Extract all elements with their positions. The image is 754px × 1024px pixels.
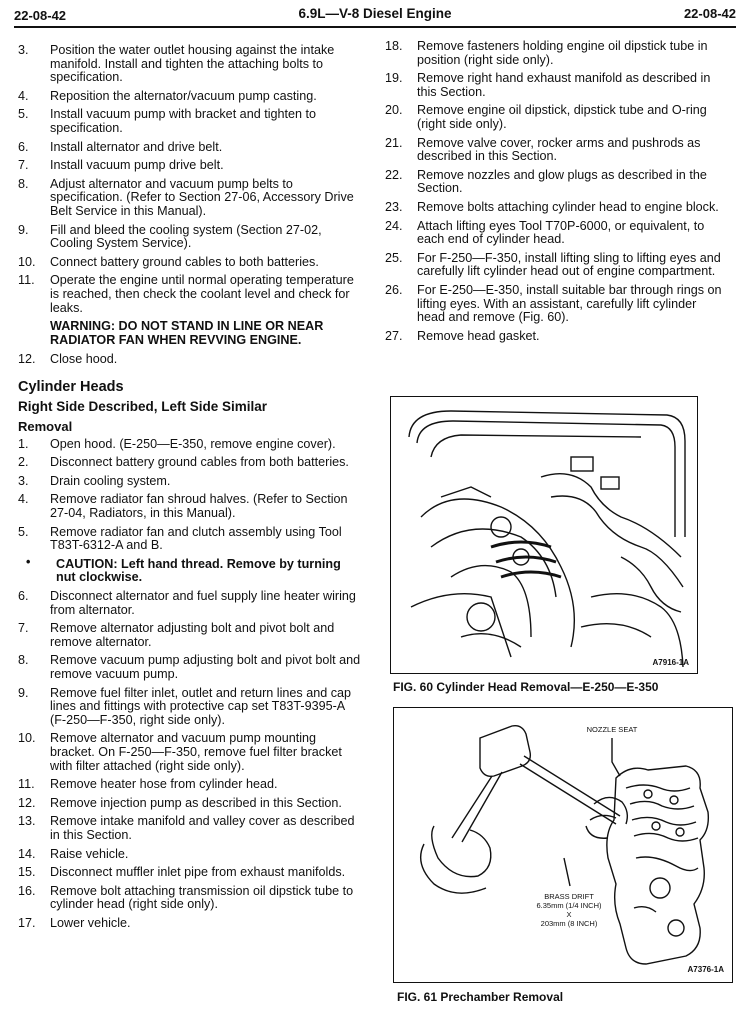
step-number: 12. bbox=[18, 352, 36, 367]
step-4 bbox=[18, 90, 363, 104]
step-text: Remove alternator and vacuum pump mounting bracket. On F-250—F-350, remove fuel filter bracket with filter attached (right side only). bbox=[50, 731, 342, 773]
step-number: 16. bbox=[18, 883, 36, 898]
step-11 bbox=[18, 274, 363, 315]
removal-step-1 bbox=[18, 438, 363, 452]
figure-61-code: A7376-1A bbox=[687, 965, 724, 974]
brass-drift-label-line4: 203mm (8 INCH) bbox=[540, 919, 598, 928]
page-header bbox=[14, 6, 736, 28]
caution-note bbox=[18, 554, 363, 585]
step-text: Remove right hand exhaust manifold as described in this Section. bbox=[417, 71, 711, 99]
step-text: Install vacuum pump drive belt. bbox=[50, 158, 224, 173]
step-number: 4. bbox=[18, 88, 29, 103]
header-page-number-left: 22-08-42 bbox=[14, 8, 67, 23]
step-text: For E-250—E-350, install suitable bar through rings on lifting eyes. With an assistant, carefully lift cylinder head and remove (Fig. 60). bbox=[417, 282, 722, 325]
step-text: Raise vehicle. bbox=[50, 846, 129, 861]
figure-60-illustration bbox=[390, 396, 698, 674]
step-number: 7. bbox=[18, 158, 29, 173]
removal-step-17 bbox=[18, 917, 363, 931]
step-text: Install vacuum pump with bracket and tighten to specification. bbox=[50, 107, 317, 135]
step-text: Operate the engine until normal operating temperature is reached, then check the coolant level and check for leaks. bbox=[50, 273, 354, 315]
removal-step-22 bbox=[385, 169, 725, 196]
step-text: Remove intake manifold and valley cover as described in this Section. bbox=[50, 814, 355, 842]
warning-note: WARNING: DO NOT STAND IN LINE OR NEAR RADIATOR FAN WHEN REVVING ENGINE. bbox=[50, 319, 324, 347]
removal-step-3 bbox=[18, 475, 363, 489]
step-text: Remove bolt attaching transmission oil dipstick tube to cylinder head (right side only). bbox=[50, 883, 354, 912]
removal-step-16 bbox=[18, 885, 363, 912]
step-text: Remove fuel filter inlet, outlet and return lines and cap lines and fittings with protective cap set T83T-9395-A (F-250—F-350, right side only). bbox=[50, 685, 352, 727]
step-9 bbox=[18, 224, 363, 251]
removal-title: Removal bbox=[18, 419, 73, 435]
removal-step-9 bbox=[18, 687, 363, 728]
step-number: 2. bbox=[18, 455, 29, 470]
removal-step-20 bbox=[385, 104, 725, 131]
step-text: Remove nozzles and glow plugs as described in the Section. bbox=[417, 167, 707, 196]
step-text: Disconnect battery ground cables from both batteries. bbox=[50, 455, 349, 470]
caution-text: CAUTION: Left hand thread. Remove by turning nut clockwise. bbox=[56, 556, 341, 585]
step-number: 17. bbox=[18, 915, 36, 930]
step-number: 8. bbox=[18, 653, 29, 668]
installation-steps bbox=[18, 44, 363, 315]
step-7 bbox=[18, 159, 363, 173]
removal-step-23 bbox=[385, 201, 725, 215]
step-number: 11. bbox=[18, 777, 35, 792]
removal-step-7 bbox=[18, 622, 363, 649]
step-text: Fill and bleed the cooling system (Section 27-02, Cooling System Service). bbox=[50, 222, 322, 251]
step-6 bbox=[18, 141, 363, 155]
step-number: 13. bbox=[18, 814, 36, 829]
removal-step-27 bbox=[385, 330, 725, 344]
step-number: 3. bbox=[18, 43, 29, 57]
step-number: 7. bbox=[18, 621, 29, 636]
removal-step-12 bbox=[18, 797, 363, 811]
section-title: Cylinder Heads bbox=[18, 378, 124, 395]
subsection-title: Right Side Described, Left Side Similar bbox=[18, 399, 268, 415]
step-number: 15. bbox=[18, 865, 36, 880]
step-text: Reposition the alternator/vacuum pump casting. bbox=[50, 88, 317, 103]
step-number: 10. bbox=[18, 731, 36, 746]
removal-step-25 bbox=[385, 252, 725, 279]
step-number: 18. bbox=[385, 39, 403, 53]
step-text: Open hood. (E-250—E-350, remove engine cover). bbox=[50, 436, 336, 451]
left-column bbox=[18, 44, 363, 935]
removal-step-6 bbox=[18, 590, 363, 617]
step-text: Remove injection pump as described in this Section. bbox=[50, 795, 342, 810]
step-text: Disconnect alternator and fuel supply line heater wiring from alternator. bbox=[50, 589, 356, 617]
step-5 bbox=[18, 108, 363, 135]
brass-drift-label-line3: X bbox=[566, 910, 572, 919]
removal-steps bbox=[18, 438, 363, 931]
figure-61-illustration bbox=[393, 707, 733, 983]
removal-step-14 bbox=[18, 848, 363, 862]
removal-step-18 bbox=[385, 40, 725, 67]
figure-61-caption: FIG. 61 Prechamber Removal bbox=[397, 990, 564, 1004]
step-number: 22. bbox=[385, 167, 403, 182]
step-text: For F-250—F-350, install lifting sling to lifting eyes and carefully lift cylinder head out of engine compartment. bbox=[417, 250, 721, 279]
step-number: 12. bbox=[18, 795, 36, 810]
step-text: Remove heater hose from cylinder head. bbox=[50, 777, 278, 792]
step-10 bbox=[18, 256, 363, 270]
step-text: Lower vehicle. bbox=[50, 915, 131, 930]
step-number: 21. bbox=[385, 135, 403, 150]
removal-step-2 bbox=[18, 456, 363, 470]
step-text: Remove head gasket. bbox=[417, 328, 540, 343]
step-text: Remove alternator adjusting bolt and pivot bolt and remove alternator. bbox=[50, 621, 335, 649]
step-number: 6. bbox=[18, 139, 29, 154]
step-number: 14. bbox=[18, 846, 36, 861]
step-number: 24. bbox=[385, 218, 403, 233]
step-text: Remove radiator fan shroud halves. (Refer to Section 27-04, Radiators, in this Manual). bbox=[50, 492, 348, 521]
step-8 bbox=[18, 178, 363, 219]
step-text: Remove vacuum pump adjusting bolt and pivot bolt and remove vacuum pump. bbox=[50, 653, 361, 681]
header-page-number-right: 22-08-42 bbox=[683, 6, 736, 21]
nozzle-seat-label: NOZZLE SEAT bbox=[586, 725, 638, 734]
figure-60-code: A7916-1A bbox=[652, 658, 689, 667]
step-12 bbox=[18, 353, 363, 367]
figure-60-caption: FIG. 60 Cylinder Head Removal—E-250—E-350 bbox=[393, 680, 659, 694]
step-number: 11. bbox=[18, 273, 35, 288]
step-number: 10. bbox=[18, 254, 36, 269]
step-number: 1. bbox=[18, 436, 29, 451]
removal-step-24 bbox=[385, 220, 725, 247]
removal-step-13 bbox=[18, 815, 363, 842]
step-text: Disconnect muffler inlet pipe from exhaust manifolds. bbox=[50, 865, 346, 880]
removal-step-21 bbox=[385, 137, 725, 164]
step-text: Attach lifting eyes Tool T70P-6000, or equivalent, to each end of cylinder head. bbox=[417, 218, 705, 247]
prechamber-removal-illustration bbox=[394, 708, 732, 982]
step-text: Connect battery ground cables to both batteries. bbox=[50, 254, 319, 269]
step-text: Remove radiator fan and clutch assembly using Tool T83T-6312-A and B. bbox=[50, 524, 342, 553]
step-number: 23. bbox=[385, 199, 403, 214]
brass-drift-label-line1: BRASS DRIFT bbox=[544, 892, 594, 901]
step-number: 20. bbox=[385, 103, 403, 118]
engine-illustration bbox=[391, 397, 697, 673]
step-text: Remove bolts attaching cylinder head to engine block. bbox=[417, 199, 719, 214]
caution-bullet: • bbox=[26, 554, 31, 569]
right-column bbox=[385, 40, 725, 348]
step-number: 8. bbox=[18, 176, 29, 191]
step-number: 26. bbox=[385, 282, 403, 297]
step-number: 9. bbox=[18, 685, 29, 700]
step-number: 4. bbox=[18, 492, 29, 507]
removal-step-26 bbox=[385, 284, 725, 325]
step-text: Install alternator and drive belt. bbox=[50, 139, 223, 154]
step-number: 27. bbox=[385, 328, 403, 343]
removal-step-19 bbox=[385, 72, 725, 99]
header-title: 6.9L—V-8 Diesel Engine bbox=[298, 6, 452, 21]
removal-step-10 bbox=[18, 732, 363, 773]
step-text: Close hood. bbox=[50, 352, 118, 367]
step-text: Drain cooling system. bbox=[50, 473, 171, 488]
step-3 bbox=[18, 44, 363, 85]
brass-drift-label bbox=[524, 892, 614, 928]
step-text: Remove engine oil dipstick, dipstick tube and O-ring (right side only). bbox=[417, 103, 707, 131]
step-number: 3. bbox=[18, 473, 29, 488]
step-number: 25. bbox=[385, 250, 403, 265]
step-number: 5. bbox=[18, 524, 29, 539]
removal-step-5 bbox=[18, 526, 363, 553]
removal-step-4 bbox=[18, 493, 363, 520]
step-number: 9. bbox=[18, 222, 29, 237]
step-number: 5. bbox=[18, 107, 29, 122]
step-text: Remove fasteners holding engine oil dipstick tube in position (right side only). bbox=[417, 39, 708, 67]
step-number: 19. bbox=[385, 71, 403, 86]
step-text: Position the water outlet housing against the intake manifold. Install and tighten the attaching bolts to specification. bbox=[50, 43, 335, 85]
removal-step-11 bbox=[18, 778, 363, 792]
step-text: Adjust alternator and vacuum pump belts to specification. (Refer to Section 27-06, Accessory Drive Belt Service in this Manual). bbox=[50, 176, 354, 218]
removal-step-8 bbox=[18, 654, 363, 681]
step-number: 6. bbox=[18, 589, 29, 603]
step-text: Remove valve cover, rocker arms and pushrods as described in this Section. bbox=[417, 135, 701, 164]
brass-drift-label-line2: 6.35mm (1/4 INCH) bbox=[536, 901, 602, 910]
removal-step-15 bbox=[18, 866, 363, 880]
